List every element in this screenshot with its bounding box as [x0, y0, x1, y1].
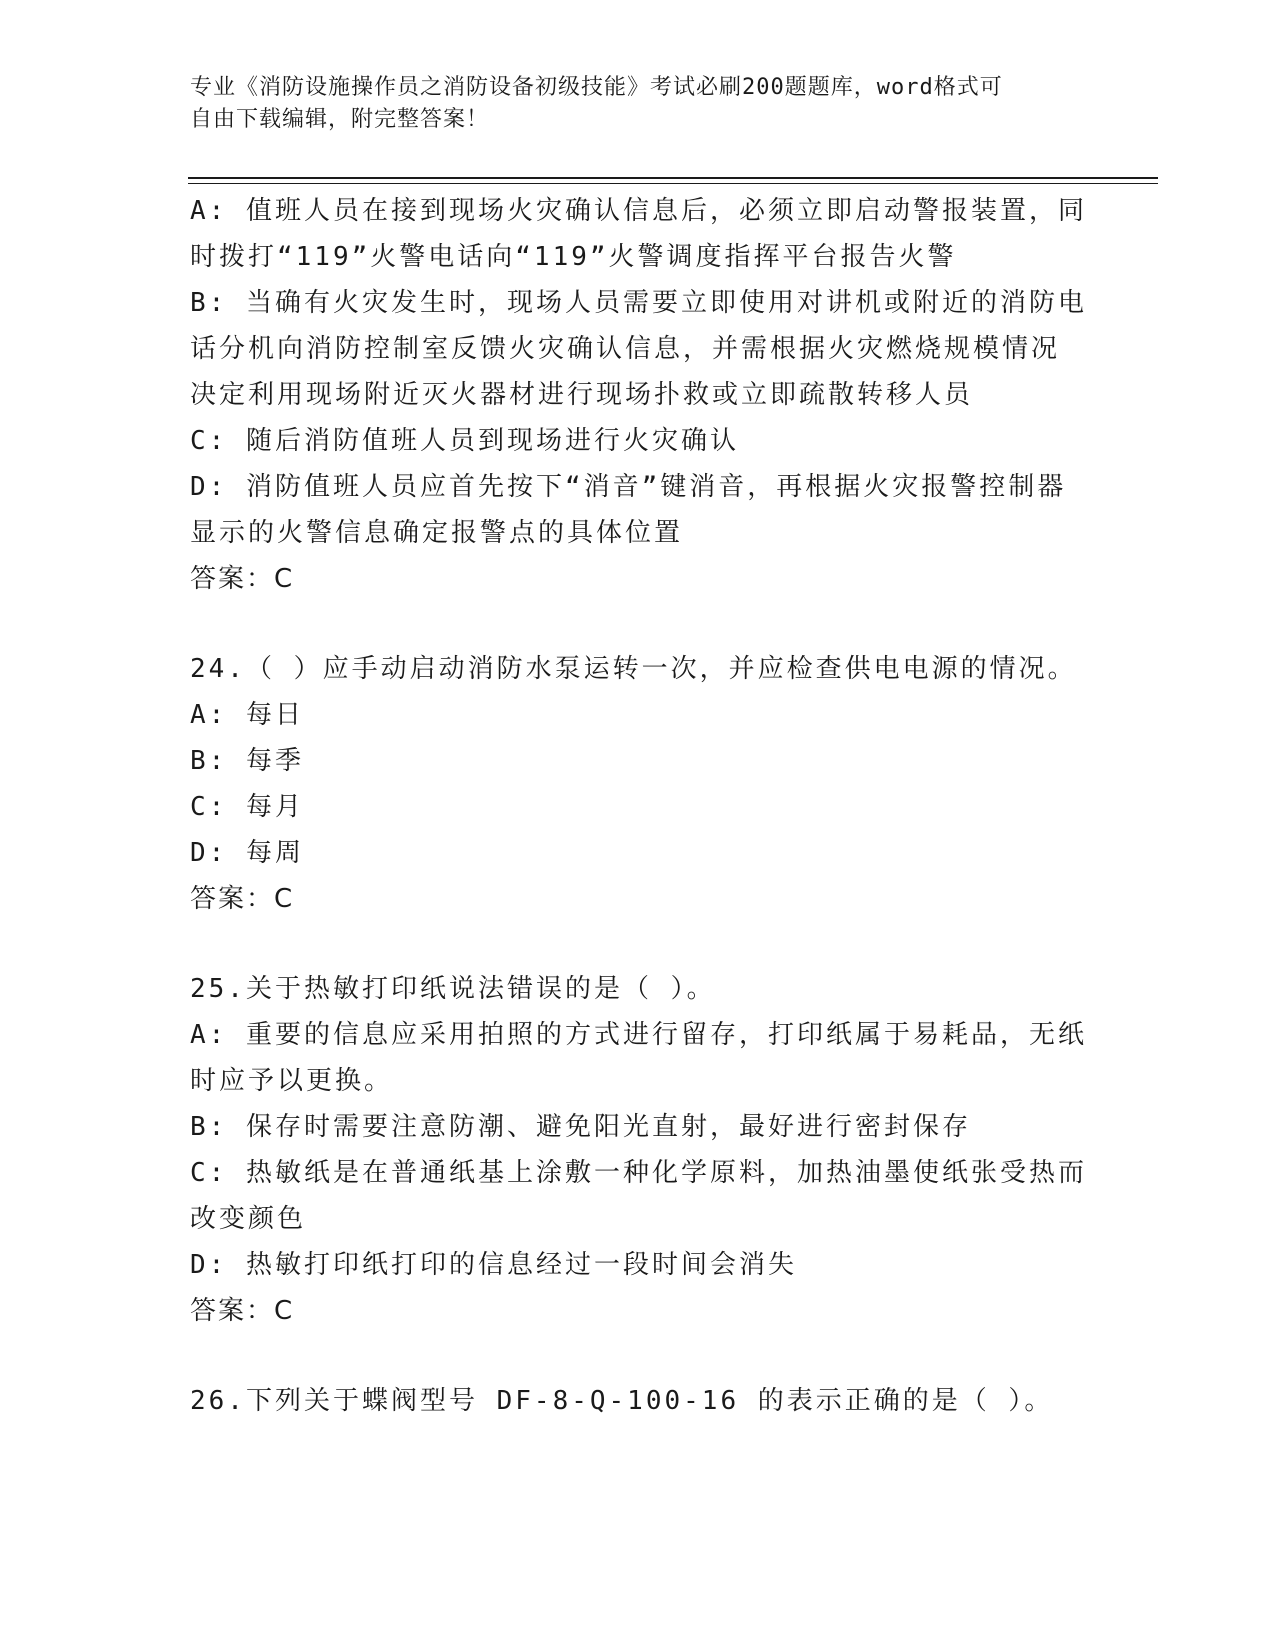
option-a-line-2: 时应予以更换。: [190, 1066, 394, 1096]
question-26: [190, 1378, 1090, 1424]
option-b-line-2: 话分机向消防控制室反馈火灾确认信息，并需根据火灾燃烧规模情况: [190, 334, 1061, 364]
option-c-line-1: C: 热敏纸是在普通纸基上涂敷一种化学原料，加热油墨使纸张受热而: [190, 1158, 1087, 1188]
option-b: B: 保存时需要注意防潮、避免阳光直射，最好进行密封保存: [190, 1112, 971, 1142]
option-b-line-3: 决定利用现场附近灭火器材进行现场扑救或立即疏散转移人员: [190, 380, 974, 410]
question-text: 24.（ ）应手动启动消防水泵运转一次，并应检查供电电源的情况。: [190, 654, 1077, 684]
header-divider-thin: [188, 183, 1158, 184]
option-a-line-1: A: 重要的信息应采用拍照的方式进行留存，打印纸属于易耗品，无纸: [190, 1020, 1087, 1050]
answer: 答案：C: [190, 564, 295, 594]
option-a: A: 每日: [190, 700, 304, 730]
option-d: D: 每周: [190, 838, 304, 868]
option-b: B: 每季: [190, 746, 304, 776]
option-a-line-1: A: 值班人员在接到现场火灾确认信息后，必须立即启动警报装置，同: [190, 196, 1087, 226]
question-text: 25.关于热敏打印纸说法错误的是（ ）。: [190, 974, 716, 1004]
answer: 答案：C: [190, 884, 295, 914]
option-c-line-2: 改变颜色: [190, 1204, 307, 1234]
header-title-line-2: 自由下载编辑，附完整答案！: [190, 107, 490, 132]
option-d: D: 热敏打印纸打印的信息经过一段时间会消失: [190, 1250, 797, 1280]
option-b-line-1: B: 当确有火灾发生时，现场人员需要立即使用对讲机或附近的消防电: [190, 288, 1087, 318]
option-d-line-1: D: 消防值班人员应首先按下“消音”键消音，再根据火灾报警控制器: [190, 472, 1067, 502]
document-body: [190, 188, 1090, 1424]
option-c: C: 随后消防值班人员到现场进行火灾确认: [190, 426, 739, 456]
option-d-line-2: 显示的火警信息确定报警点的具体位置: [190, 518, 684, 548]
question-25: [190, 966, 1090, 1334]
header-divider-thick: [188, 177, 1158, 179]
header-title-line-1: 专业《消防设施操作员之消防设备初级技能》考试必刷200题题库，word格式可: [190, 75, 1003, 100]
option-c: C: 每月: [190, 792, 304, 822]
question-23-options: [190, 188, 1090, 602]
question-text: 26.下列关于蝶阀型号 DF-8-Q-100-16 的表示正确的是（ ）。: [190, 1386, 1054, 1416]
answer: 答案：C: [190, 1296, 295, 1326]
option-a-line-2: 时拨打“119”火警电话向“119”火警调度指挥平台报告火警: [190, 242, 957, 272]
question-24: [190, 646, 1090, 922]
document-header: [190, 72, 1070, 136]
